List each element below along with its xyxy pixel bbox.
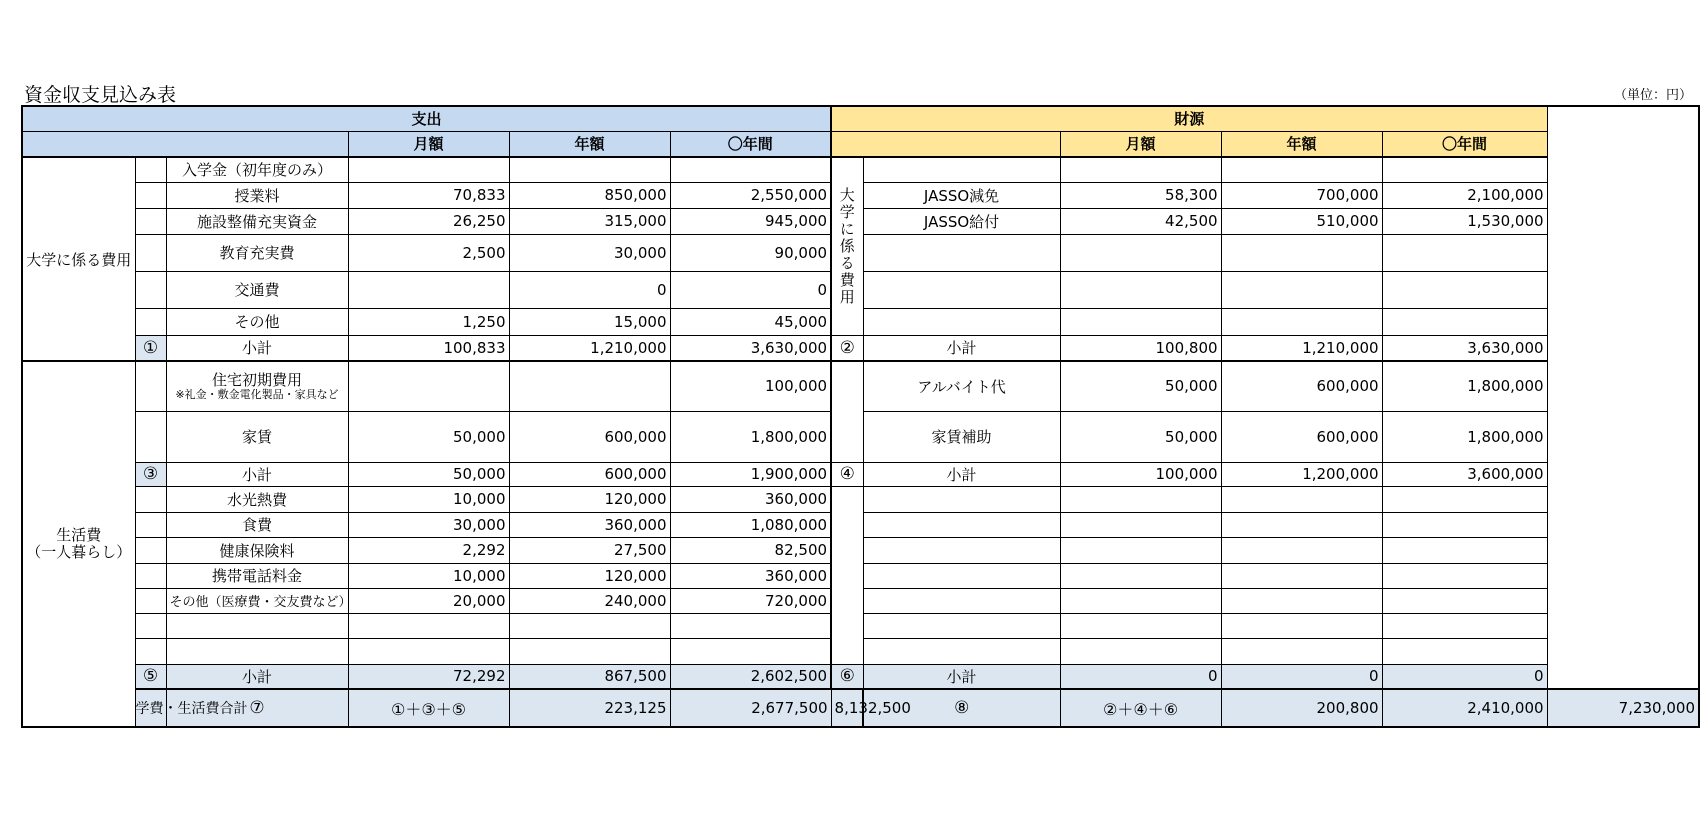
total-formula: ②＋④＋⑥ <box>1060 689 1221 727</box>
subtotal-label: 小計 <box>166 335 348 361</box>
subtotal-mark: ⑤ <box>135 664 166 689</box>
expense-label: 家賃 <box>166 411 348 462</box>
sheet-title: 資金収支見込み表 <box>24 84 177 106</box>
funding-header: 財源 <box>831 106 1547 131</box>
funding-label: アルバイト代 <box>863 361 1060 411</box>
table-row: 生活費 （一人暮らし） 住宅初期費用 ※礼金・敷金電化製品・家具など 100,000 アルバイト代 50,000 600,000 1,800,000 <box>22 361 1699 411</box>
expense-nyears-header: 〇年間 <box>670 131 831 157</box>
funding-label: JASSO給付 <box>863 208 1060 234</box>
expense-label: 施設整備充実資金 <box>166 208 348 234</box>
expense-label: 教育充実費 <box>166 234 348 271</box>
table-row: その他 1,250 15,000 45,000 <box>22 308 1699 335</box>
subtotal-row: ① 小計 100,833 1,210,000 3,630,000 ② 小計 100,800 1,210,000 3,630,000 <box>22 335 1699 361</box>
table-row <box>22 157 1699 182</box>
expense-label: 交通費 <box>166 271 348 308</box>
funding-category-university: 大学に係る費用 <box>831 157 863 335</box>
subtotal-label: 小計 <box>863 335 1060 361</box>
total-mark: ⑧ <box>863 689 1060 727</box>
expense-label: 健康保険料 <box>166 537 348 563</box>
table-row: 健康保険料 2,292 27,500 82,500 <box>22 537 1699 563</box>
subtotal-row: ⑤ 小計 72,292 867,500 2,602,500 ⑥ 小計 0 0 0 <box>22 664 1699 689</box>
subtotal-mark: ⑥ <box>831 664 863 689</box>
expense-label: 携帯電話料金 <box>166 563 348 588</box>
category-living: 生活費 （一人暮らし） <box>22 361 135 727</box>
funding-label: 家賃補助 <box>863 411 1060 462</box>
expense-header-blank <box>22 131 348 157</box>
subtotal-label: 小計 <box>166 664 348 689</box>
table-row: 教育充実費 2,500 30,000 90,000 <box>22 234 1699 271</box>
funding-label: JASSO減免 <box>863 182 1060 208</box>
expense-label: 住宅初期費用 ※礼金・敷金電化製品・家具など <box>166 361 348 411</box>
total-mark: ⑦ <box>166 689 348 727</box>
subtotal-row: ③ 小計 50,000 600,000 1,900,000 ④ 小計 100,000 1,200,000 3,600,000 <box>22 462 1699 486</box>
table-row: 携帯電話料金 10,000 120,000 360,000 <box>22 563 1699 588</box>
subtotal-mark: ① <box>135 335 166 361</box>
subtotal-label: 小計 <box>863 462 1060 486</box>
expense-label: 水光熱費 <box>166 486 348 512</box>
subtotal-label: 小計 <box>166 462 348 486</box>
expense-label: その他（医療費・交友費など） <box>166 588 348 613</box>
subtotal-mark: ② <box>831 335 863 361</box>
subtotal-mark: ④ <box>831 462 863 486</box>
table-row: その他（医療費・交友費など） 20,000 240,000 720,000 <box>22 588 1699 613</box>
category-university: 大学に係る費用 <box>22 157 135 361</box>
expense-label: 授業料 <box>166 182 348 208</box>
expense-label: 入学金（初年度のみ） <box>166 157 348 182</box>
expense-label: 食費 <box>166 512 348 537</box>
expense-label: その他 <box>166 308 348 335</box>
table-row: 家賃 50,000 600,000 1,800,000 家賃補助 50,000 600,000 1,800,000 <box>22 411 1699 462</box>
expense-yearly-header: 年額 <box>509 131 670 157</box>
cash-flow-table <box>21 105 1700 728</box>
total-formula: ①＋③＋⑤ <box>348 689 509 727</box>
funding-monthly-header: 月額 <box>1060 131 1221 157</box>
table-row: 水光熱費 10,000 120,000 360,000 <box>22 486 1699 512</box>
total-label: 学費・生活費合計 <box>135 689 166 727</box>
total-row: 学費・生活費合計 ⑦ ①＋③＋⑤ 223,125 2,677,500 8,132,500 ⑧ ②＋④＋⑥ 200,800 2,410,000 7,230,000 <box>22 689 1699 727</box>
expense-header: 支出 <box>22 106 831 131</box>
table-row: 施設整備充実資金 26,250 315,000 945,000 JASSO給付 42,500 510,000 1,530,000 <box>22 208 1699 234</box>
expense-monthly-header: 月額 <box>348 131 509 157</box>
funding-header-blank <box>831 131 1060 157</box>
table-row: 食費 30,000 360,000 1,080,000 <box>22 512 1699 537</box>
subtotal-label: 小計 <box>863 664 1060 689</box>
funding-nyears-header: 〇年間 <box>1382 131 1547 157</box>
subtotal-mark: ③ <box>135 462 166 486</box>
table-row: 授業料 70,833 850,000 2,550,000 JASSO減免 58,300 700,000 2,100,000 <box>22 182 1699 208</box>
unit-label: （単位：円） <box>1613 88 1692 103</box>
funding-yearly-header: 年額 <box>1221 131 1382 157</box>
table-row: 交通費 0 0 <box>22 271 1699 308</box>
